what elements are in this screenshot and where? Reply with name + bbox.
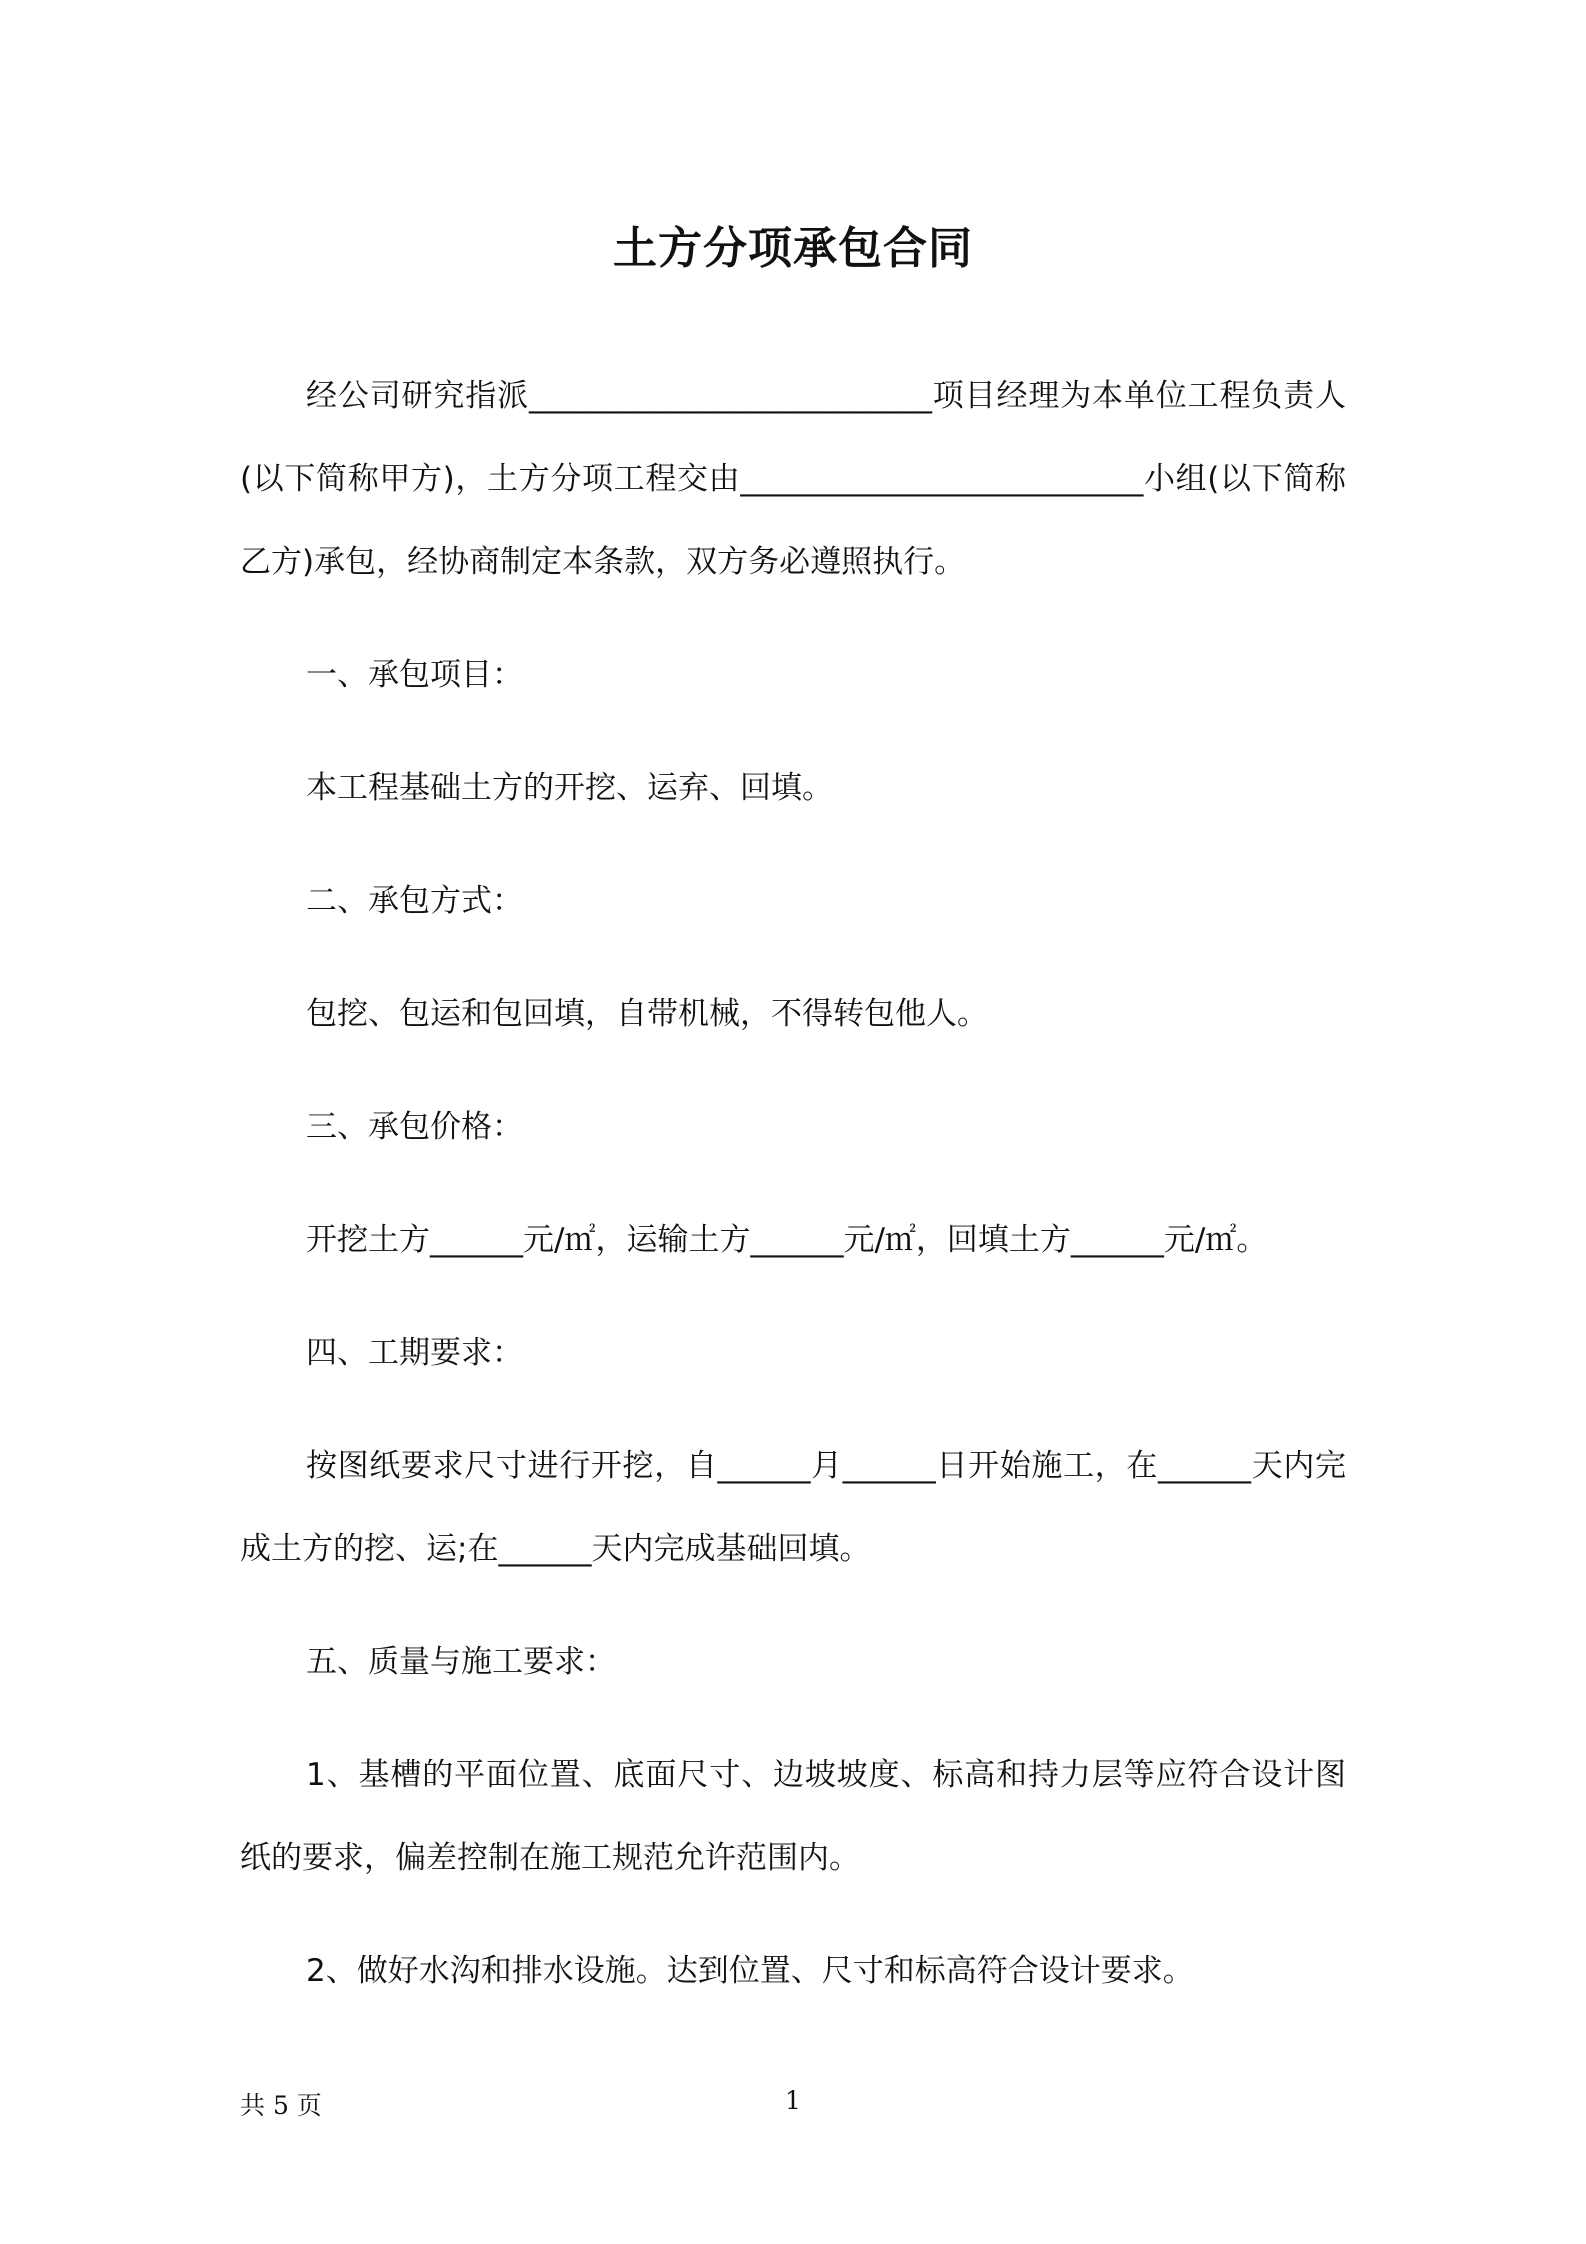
document-title: 土方分项承包合同	[613, 223, 973, 274]
section-heading-5: 五、质量与施工要求：	[306, 1644, 616, 1680]
section-heading-3: 三、承包价格：	[306, 1109, 523, 1145]
intro-paragraph: 经公司研究指派__________________________项目经理为本单位工程负责人(以下简称甲方)，土方分项工程交由__________________________小组(以下简称乙方)承包，经协商制定本条款，双方务必遵照执行。	[240, 378, 1346, 580]
page-number: 1	[785, 2086, 801, 2115]
section-body-1: 本工程基础土方的开挖、运弃、回填。	[306, 770, 833, 806]
document-body	[240, 355, 1346, 2013]
section-body-4: 按图纸要求尺寸进行开挖，自______月______日开始施工，在______天内完成土方的挖、运;在______天内完成基础回填。	[240, 1448, 1346, 1567]
quality-requirement-1: 1、基槽的平面位置、底面尺寸、边坡坡度、标高和持力层等应符合设计图纸的要求，偏差控制在施工规范允许范围内。	[240, 1757, 1346, 1876]
section-heading-2: 二、承包方式：	[306, 883, 523, 919]
section-body-3: 开挖土方______元/㎡，运输土方______元/㎡，回填土方______元/㎡。	[306, 1222, 1268, 1258]
quality-requirement-2: 2、做好水沟和排水设施。达到位置、尺寸和标高符合设计要求。	[306, 1953, 1194, 1989]
section-heading-1: 一、承包项目：	[306, 657, 523, 693]
total-pages-label: 共 5 页	[240, 2091, 322, 2120]
section-heading-4: 四、工期要求：	[306, 1335, 523, 1371]
section-body-2: 包挖、包运和包回填，自带机械，不得转包他人。	[306, 996, 988, 1032]
